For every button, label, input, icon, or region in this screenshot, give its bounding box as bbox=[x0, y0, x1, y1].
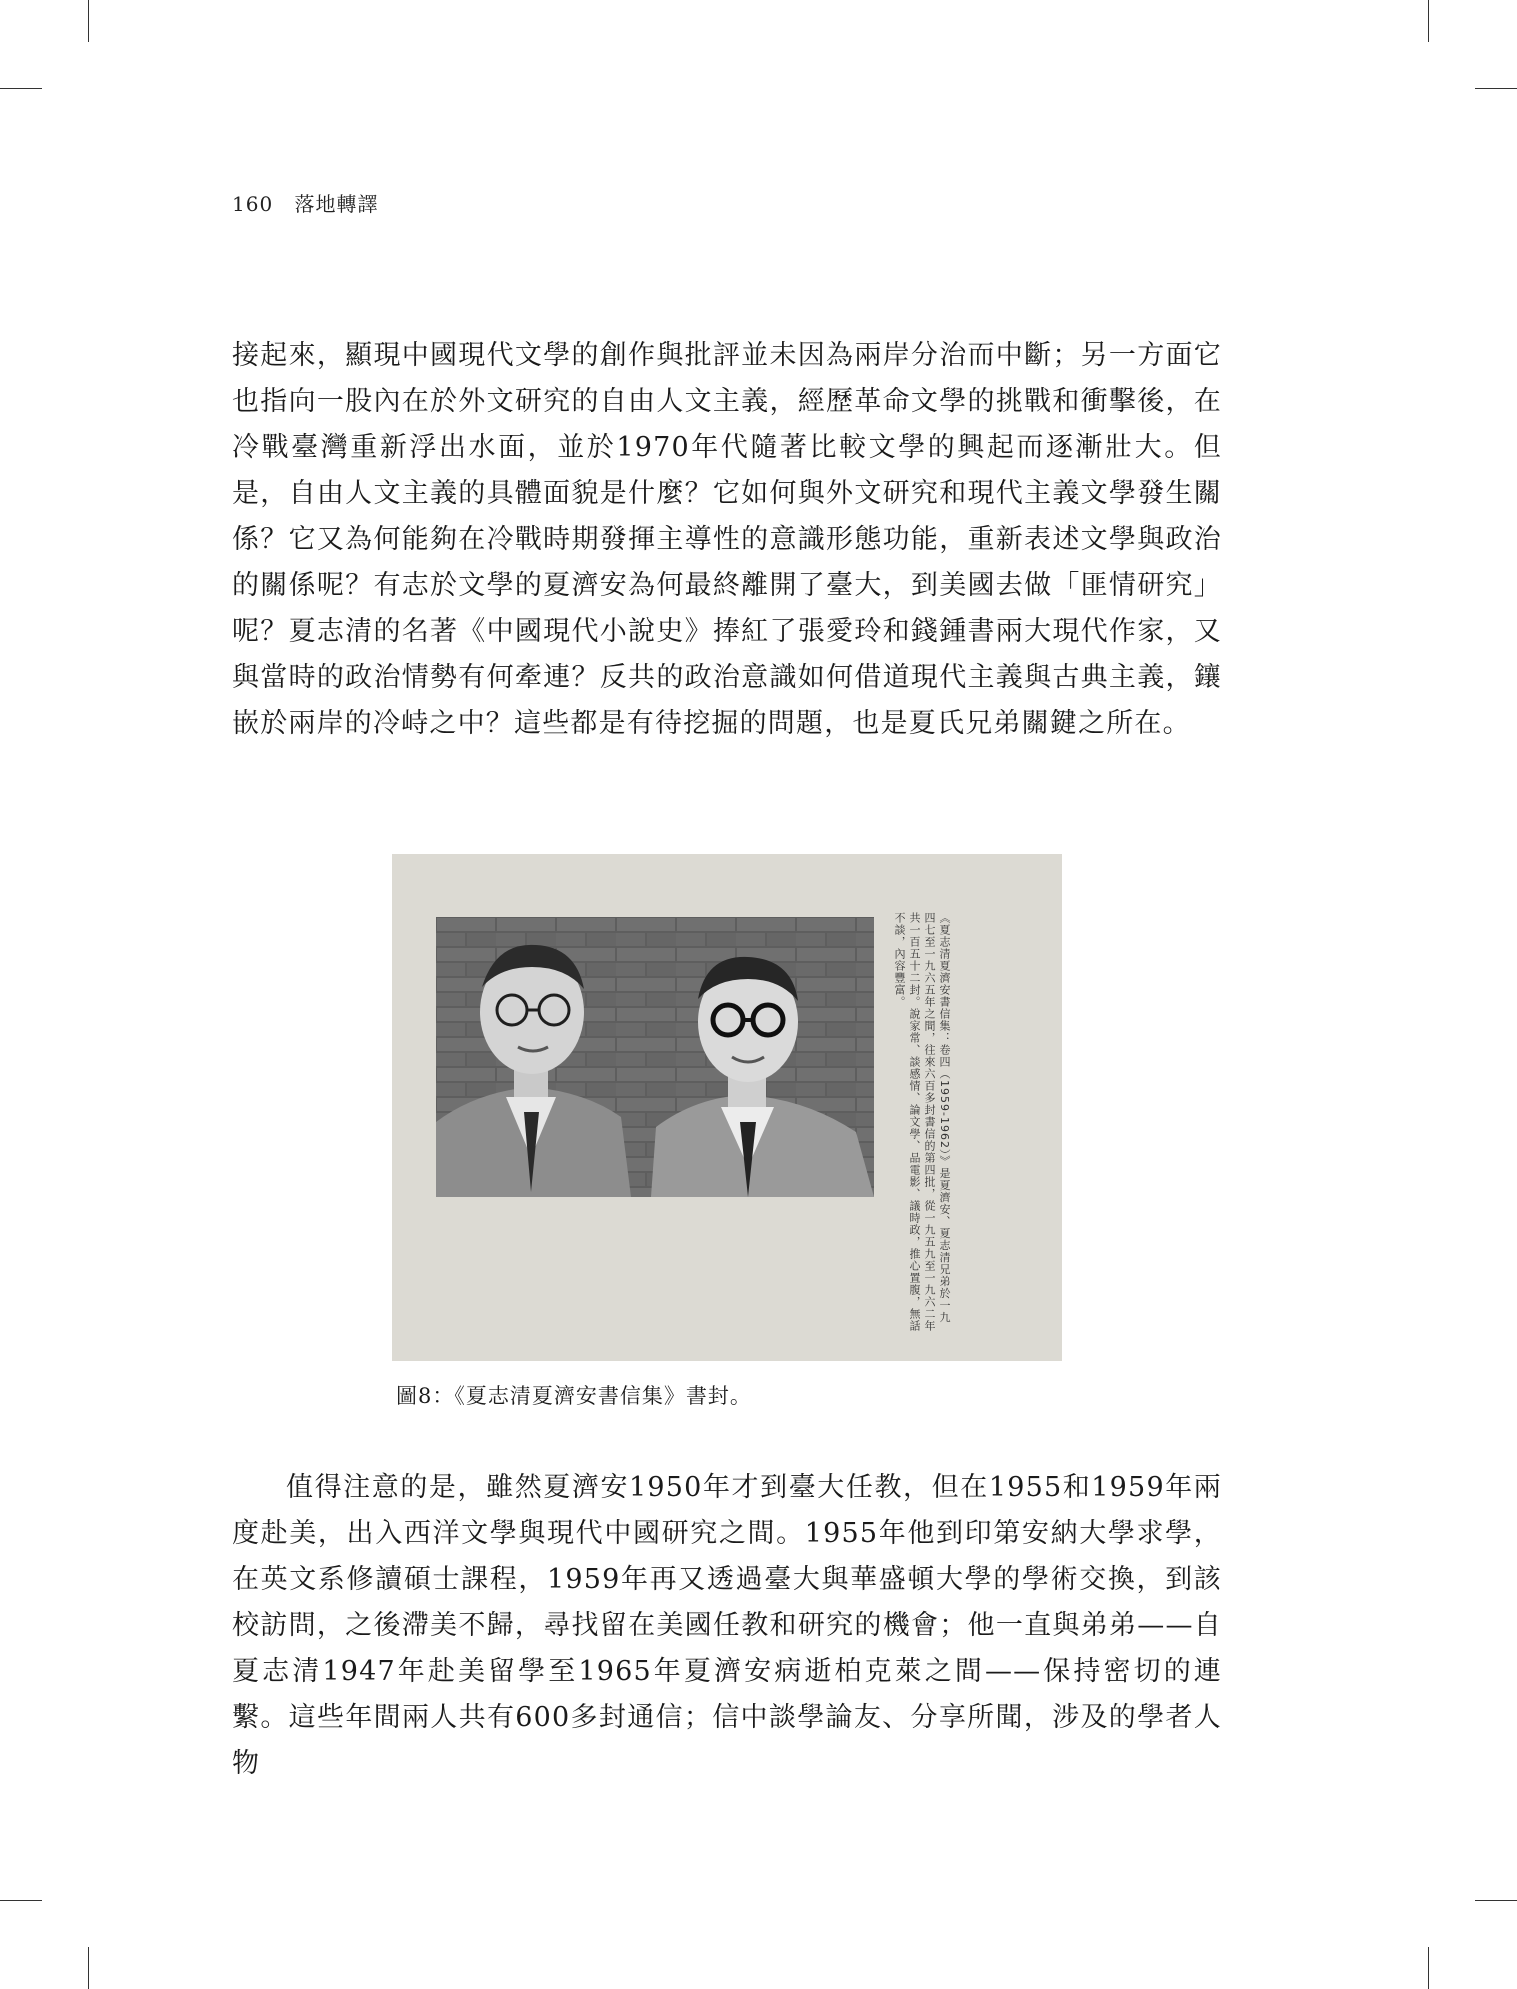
page-number: 160 bbox=[232, 192, 274, 216]
crop-mark bbox=[0, 1900, 42, 1901]
crop-mark bbox=[88, 0, 89, 42]
crop-mark bbox=[0, 88, 42, 89]
running-header bbox=[232, 188, 379, 217]
crop-mark bbox=[88, 1947, 89, 1989]
crop-mark bbox=[1475, 1900, 1517, 1901]
body-paragraph: 接起來，顯現中國現代文學的創作與批評並未因為兩岸分治而中斷；另一方面它也指向一股內在於外文研究的自由人文主義，經歷革命文學的挑戰和衝擊後，在冷戰臺灣重新浮出水面，並於1970年代隨著比較文學的興起而逐漸壯大。但是，自由人文主義的具體面貌是什麼？它如何與外文研究和現代主義文學發生關係？它又為何能夠在冷戰時期發揮主導性的意識形態功能，重新表述文學與政治的關係呢？有志於文學的夏濟安為何最終離開了臺大，到美國去做「匪情研究」呢？夏志清的名著《中國現代小說史》捧紅了張愛玲和錢鍾書兩大現代作家，又與當時的政治情勢有何牽連？反共的政治意識如何借道現代主義與古典主義，鑲嵌於兩岸的冷峙之中？這些都是有待挖掘的問題，也是夏氏兄弟關鍵之所在。 bbox=[232, 340, 1222, 739]
portrait-illustration bbox=[436, 917, 874, 1197]
book-cover-figure bbox=[392, 854, 1062, 1361]
figure-caption: 圖8：《夏志清夏濟安書信集》書封。 bbox=[396, 1384, 752, 1408]
cover-blurb: 《夏志清夏濟安書信集：卷四（1959-1962）》是夏濟安、夏志清兄弟於一九四七至一九六五年之間，往來六百多封書信的第四批，從一九五九至一九六二年共一百五十二封。說家常、談感情、論文學、品電影、議時政，推心置腹，無話不談，內容豐富。 bbox=[893, 912, 951, 1332]
crop-mark bbox=[1428, 1947, 1429, 1989]
body-paragraph: 值得注意的是，雖然夏濟安1950年才到臺大任教，但在1955和1959年兩度赴美，出入西洋文學與現代中國研究之間。1955年他到印第安納大學求學，在英文系修讀碩士課程，1959年再又透過臺大與華盛頓大學的學術交換，到該校訪問，之後滯美不歸，尋找留在美國任教和研究的機會；他一直與弟弟——自夏志清1947年赴美留學至1965年夏濟安病逝柏克萊之間——保持密切的連繫。這些年間兩人共有600多封通信；信中談學論友、分享所聞，涉及的學者人物 bbox=[232, 1472, 1222, 1779]
crop-mark bbox=[1475, 88, 1517, 89]
portrait-photo bbox=[436, 917, 874, 1197]
book-title: 落地轉譯 bbox=[294, 192, 379, 216]
crop-mark bbox=[1428, 0, 1429, 42]
